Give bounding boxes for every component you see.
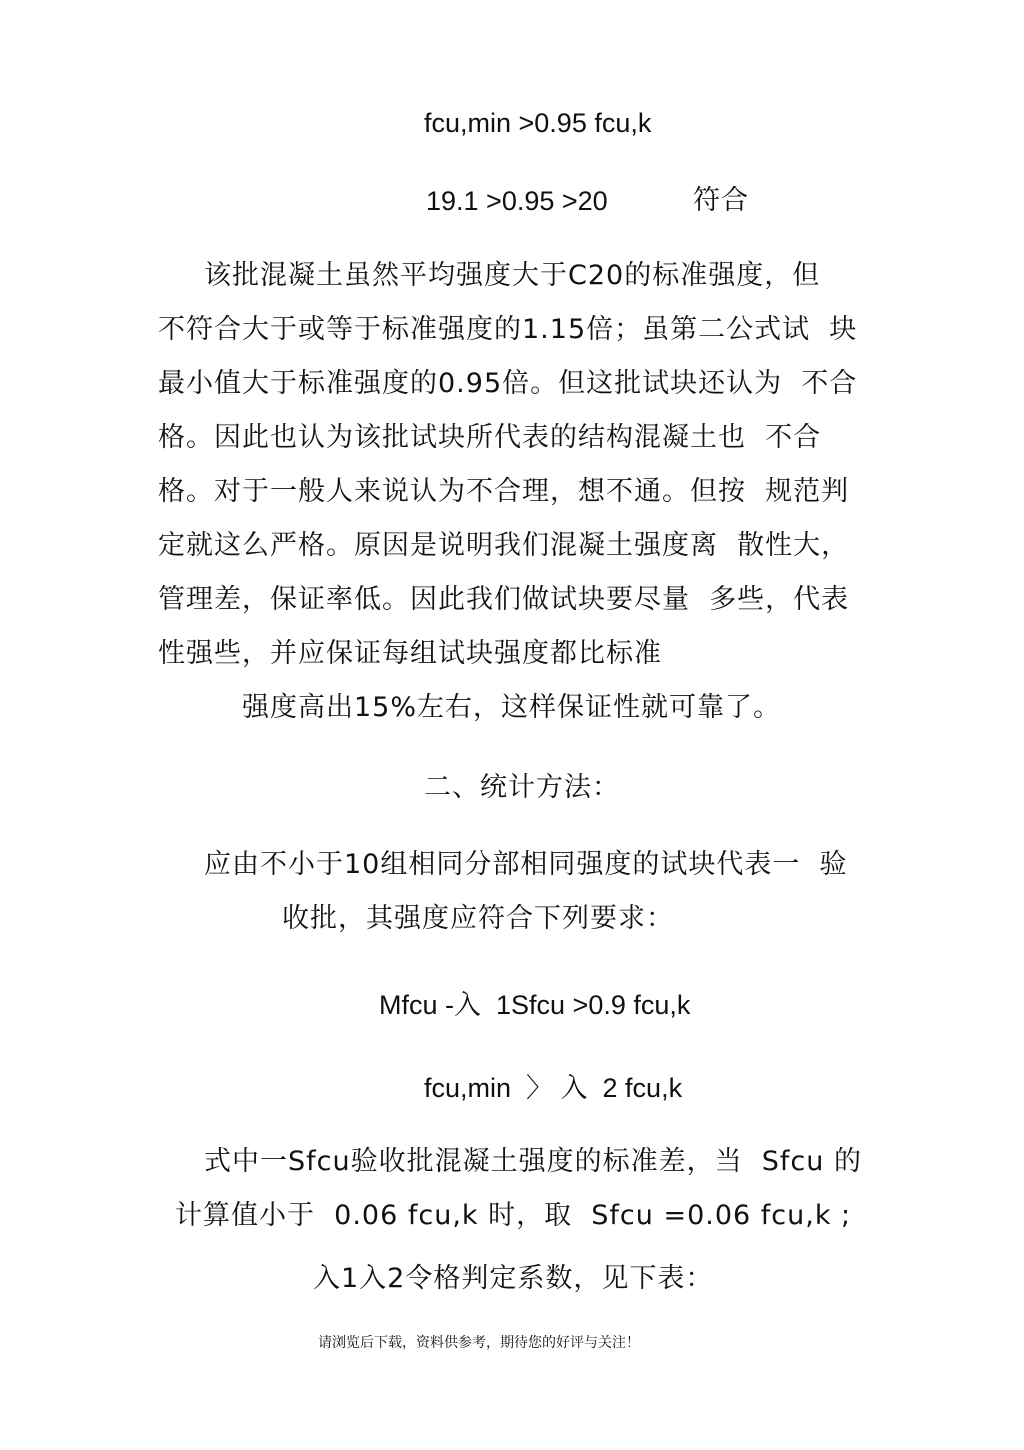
formula-min-condition: fcu,min 〉 入 2 fcu,k <box>424 1073 683 1103</box>
page-footer: 请浏览后下载，资料供参考，期待您的好评与关注！ <box>318 1335 640 1351</box>
paragraph-line: 最小值大于标准强度的0.95倍。但这批试块还认为 不合 <box>158 368 858 399</box>
paragraph-line: 性强些，并应保证每组试块强度都比标准 <box>158 638 662 669</box>
paragraph-line: 格。因此也认为该批试块所代表的结构混凝土也 不合 <box>158 422 822 453</box>
formula-check-values: 19.1 >0.95 >20 <box>426 186 608 216</box>
paragraph-line: 不符合大于或等于标准强度的1.15倍；虽第二公式试 块 <box>158 314 858 345</box>
paragraph-line: 定就这么严格。原因是说明我们混凝土强度离 散性大， <box>158 530 850 561</box>
formula-mean-condition: Mfcu -入 1Sfcu >0.9 fcu,k <box>379 990 691 1020</box>
paragraph-line: 管理差，保证率低。因此我们做试块要尽量 多些，代表 <box>158 584 850 615</box>
formula-fcu-min: fcu,min >0.95 fcu,k <box>424 108 652 138</box>
paragraph-line: 收批，其强度应符合下列要求： <box>282 903 674 934</box>
paragraph-line: 计算值小于 0.06 fcu,k 时，取 Sfcu =0.06 fcu,k ; <box>175 1200 852 1231</box>
paragraph-line: 入1入2令格判定系数，见下表： <box>313 1263 714 1294</box>
section-heading: 二、统计方法： <box>424 772 620 803</box>
paragraph-line: 该批混凝土虽然平均强度大于C20的标准强度，但 <box>204 260 821 291</box>
paragraph-line: 强度高出15%左右，这样保证性就可靠了。 <box>242 692 782 723</box>
paragraph-line: 式中一Sfcu验收批混凝土强度的标准差，当 Sfcu 的 <box>204 1146 862 1177</box>
paragraph-line: 格。对于一般人来说认为不合理，想不通。但按 规范判 <box>158 476 850 507</box>
paragraph-line: 应由不小于10组相同分部相同强度的试块代表一 验 <box>204 849 848 880</box>
formula-check-result: 符合 <box>693 185 749 216</box>
